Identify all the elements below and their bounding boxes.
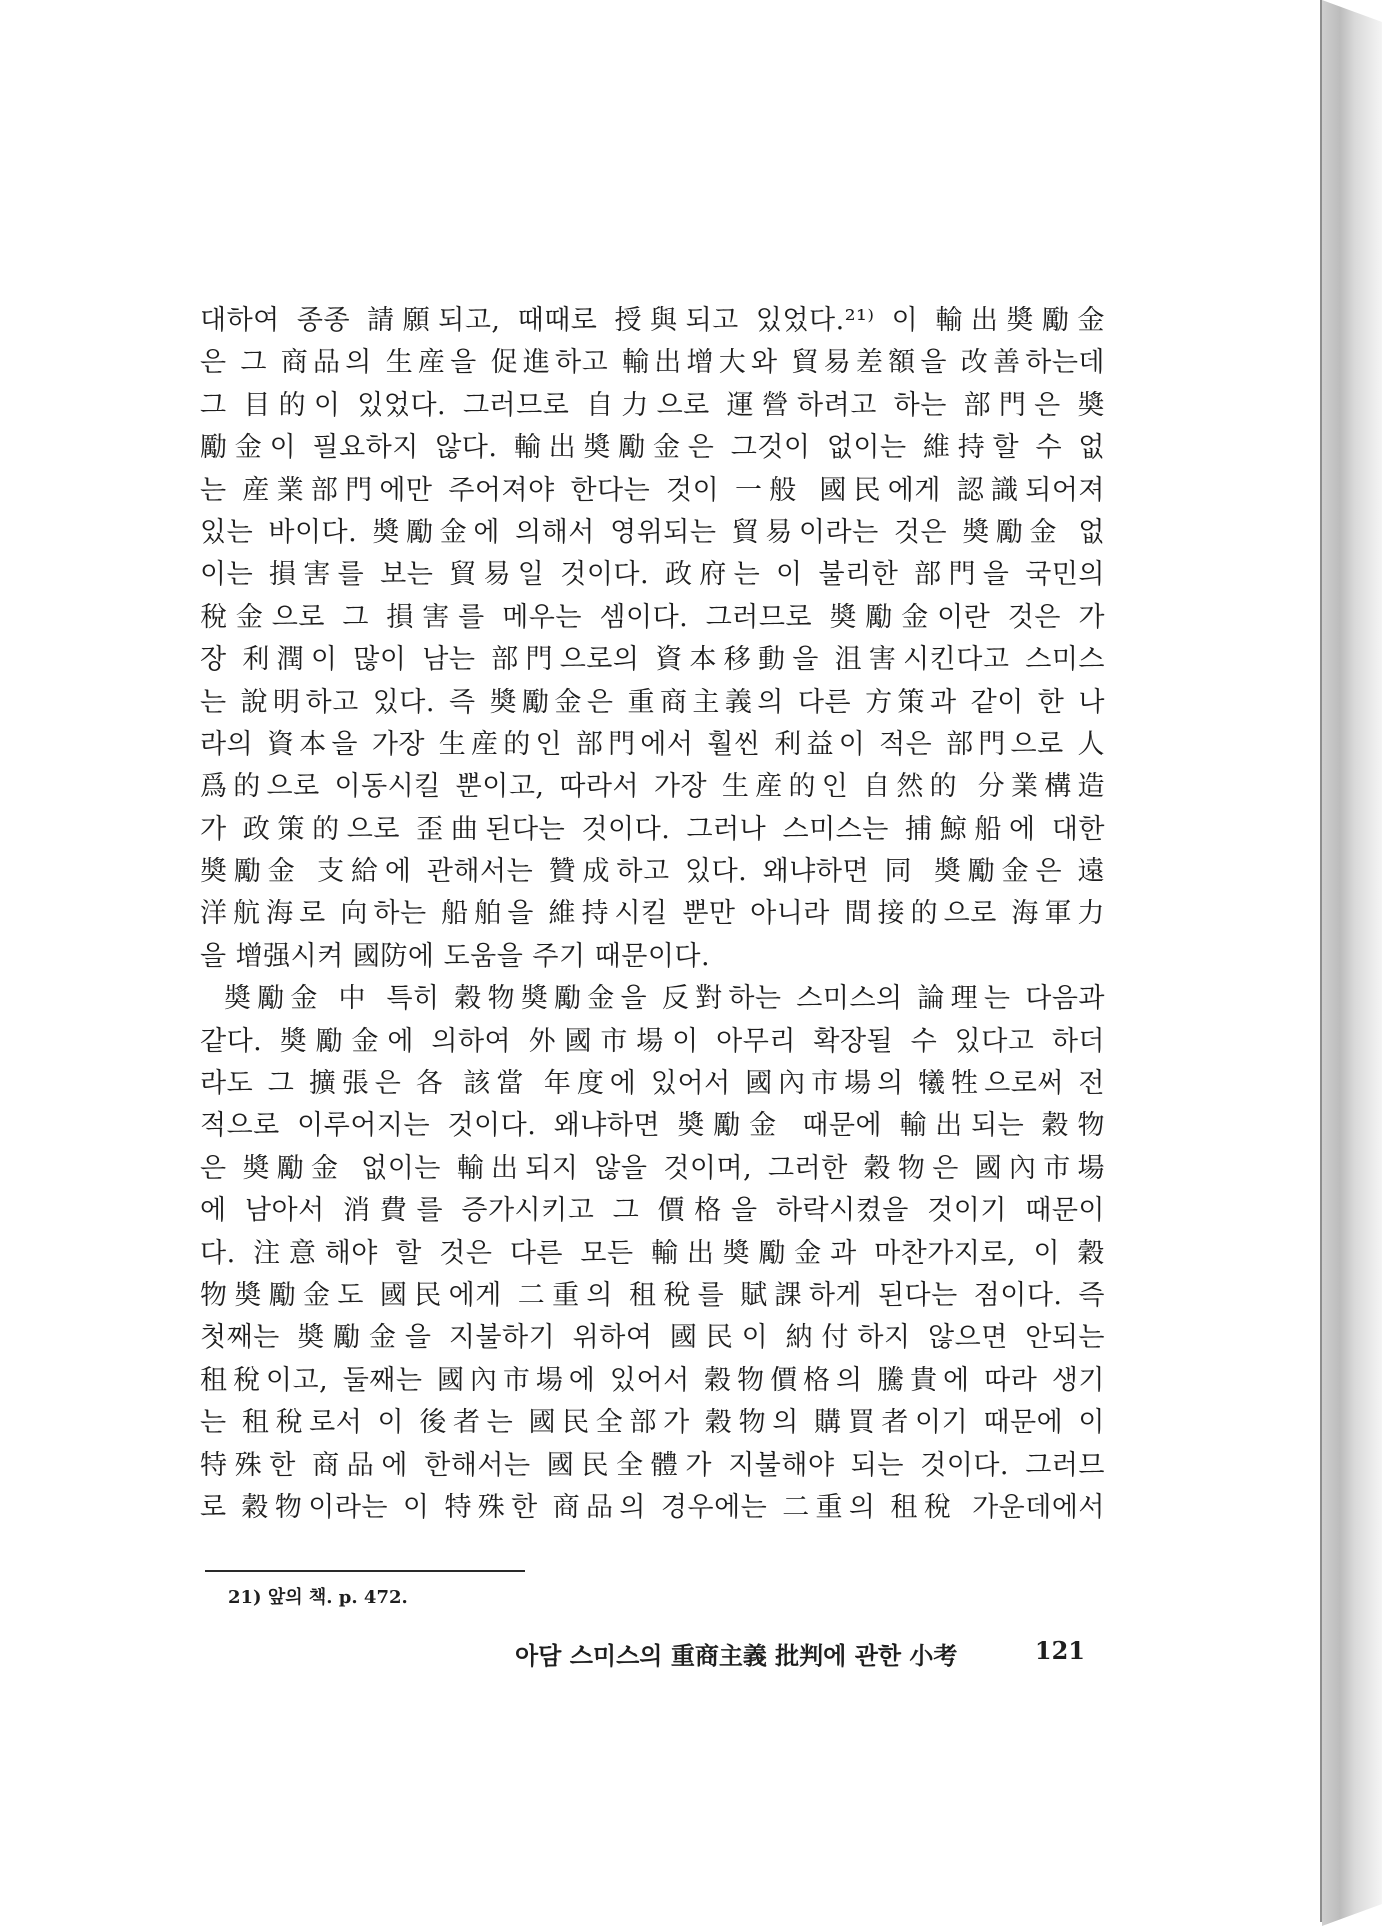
text-line: 特殊한 商品에 한해서는 國民全體가 지불해야 되는 것이다. 그러므 xyxy=(200,1449,1105,1481)
text-line: 는 說明하고 있다. 즉 奬勵金은 重商主義의 다른 方策과 같이 한 나 xyxy=(200,686,1105,718)
page-edge xyxy=(1322,0,1382,1926)
text-line: 은 奬勵金 없이는 輸出되지 않을 것이며, 그러한 穀物은 國內市場 xyxy=(200,1152,1105,1184)
running-footer xyxy=(515,1636,1085,1671)
text-line: 租稅이고, 둘째는 國內市場에 있어서 穀物價格의 騰貴에 따라 생기 xyxy=(200,1364,1105,1396)
text-line: 에 남아서 消費를 증가시키고 그 價格을 하락시켰을 것이기 때문이 xyxy=(200,1195,1105,1227)
text-line: 은 그 商品의 生産을 促進하고 輸出增大와 貿易差額을 改善하는데 xyxy=(200,347,1105,379)
text-line: 이는 損害를 보는 貿易일 것이다. 政府는 이 불리한 部門을 국민의 xyxy=(200,559,1105,591)
text-line: 物奬勵金도 國民에게 二重의 租稅를 賦課하게 된다는 점이다. 즉 xyxy=(200,1279,1105,1311)
text-line: 있는 바이다. 奬勵金에 의해서 영위되는 貿易이라는 것은 奬勵金 없 xyxy=(200,516,1105,548)
text-line: 는 産業部門에만 주어져야 한다는 것이 一般 國民에게 認識되어져 xyxy=(200,474,1105,506)
text-line: 가 政策的으로 歪曲된다는 것이다. 그러나 스미스는 捕鯨船에 대한 xyxy=(200,813,1105,845)
main-text xyxy=(200,300,1105,1529)
text-line: 같다. 奬勵金에 의하여 外國市場이 아무리 확장될 수 있다고 하더 xyxy=(200,1025,1105,1057)
text-line: 洋航海로 向하는 船舶을 維持시킬 뿐만 아니라 間接的으로 海軍力 xyxy=(200,898,1105,930)
footnote: 21) 앞의 책. p. 472. xyxy=(228,1587,408,1608)
page-number: 121 xyxy=(1034,1636,1085,1665)
text-line: 그 目的이 있었다. 그러므로 自力으로 運營하려고 하는 部門은 奬 xyxy=(200,389,1105,421)
text-line: 奬勵金 中 특히 穀物奬勵金을 反對하는 스미스의 論理는 다음과 xyxy=(224,983,1105,1015)
text-line: 대하여 종종 請願되고, 때때로 授與되고 있었다.²¹⁾ 이 輸出奬勵金 xyxy=(200,305,1105,336)
text-line: 첫째는 奬勵金을 지불하기 위하여 國民이 納付하지 않으면 안되는 xyxy=(200,1322,1105,1354)
text-line: 는 租稅로서 이 後者는 國民全部가 穀物의 購買者이기 때문에 이 xyxy=(200,1407,1105,1439)
footnote-divider xyxy=(205,1570,525,1572)
page-edge-corner-top xyxy=(1322,0,1382,22)
text-line: 라도 그 擴張은 各 該當 年度에 있어서 國內市場의 犧牲으로써 전 xyxy=(200,1068,1105,1100)
text-line: 을 增强시켜 國防에 도움을 주기 때문이다. xyxy=(200,940,711,972)
text-line: 勵金이 필요하지 않다. 輸出奬勵金은 그것이 없이는 維持할 수 없 xyxy=(200,432,1105,464)
page-edge-corner-bottom xyxy=(1322,1904,1382,1926)
footer-title: 아담 스미스의 重商主義 批判에 관한 小考 xyxy=(515,1641,958,1670)
text-line: 爲的으로 이동시킬 뿐이고, 따라서 가장 生産的인 自然的 分業構造 xyxy=(200,771,1105,803)
text-line: 奬勵金 支給에 관해서는 贊成하고 있다. 왜냐하면 同 奬勵金은 遠 xyxy=(200,856,1105,888)
text-line: 로 穀物이라는 이 特殊한 商品의 경우에는 二重의 租稅 가운데에서 xyxy=(200,1491,1105,1523)
text-line: 다. 注意해야 할 것은 다른 모든 輸出奬勵金과 마찬가지로, 이 穀 xyxy=(200,1237,1105,1269)
text-line: 라의 資本을 가장 生産的인 部門에서 훨씬 利益이 적은 部門으로 人 xyxy=(200,728,1105,760)
text-line: 장 利潤이 많이 남는 部門으로의 資本移動을 沮害시킨다고 스미스 xyxy=(200,644,1105,676)
text-line: 稅金으로 그 損害를 메우는 셈이다. 그러므로 奬勵金이란 것은 가 xyxy=(200,601,1105,633)
text-line: 적으로 이루어지는 것이다. 왜냐하면 奬勵金 때문에 輸出되는 穀物 xyxy=(200,1110,1105,1142)
